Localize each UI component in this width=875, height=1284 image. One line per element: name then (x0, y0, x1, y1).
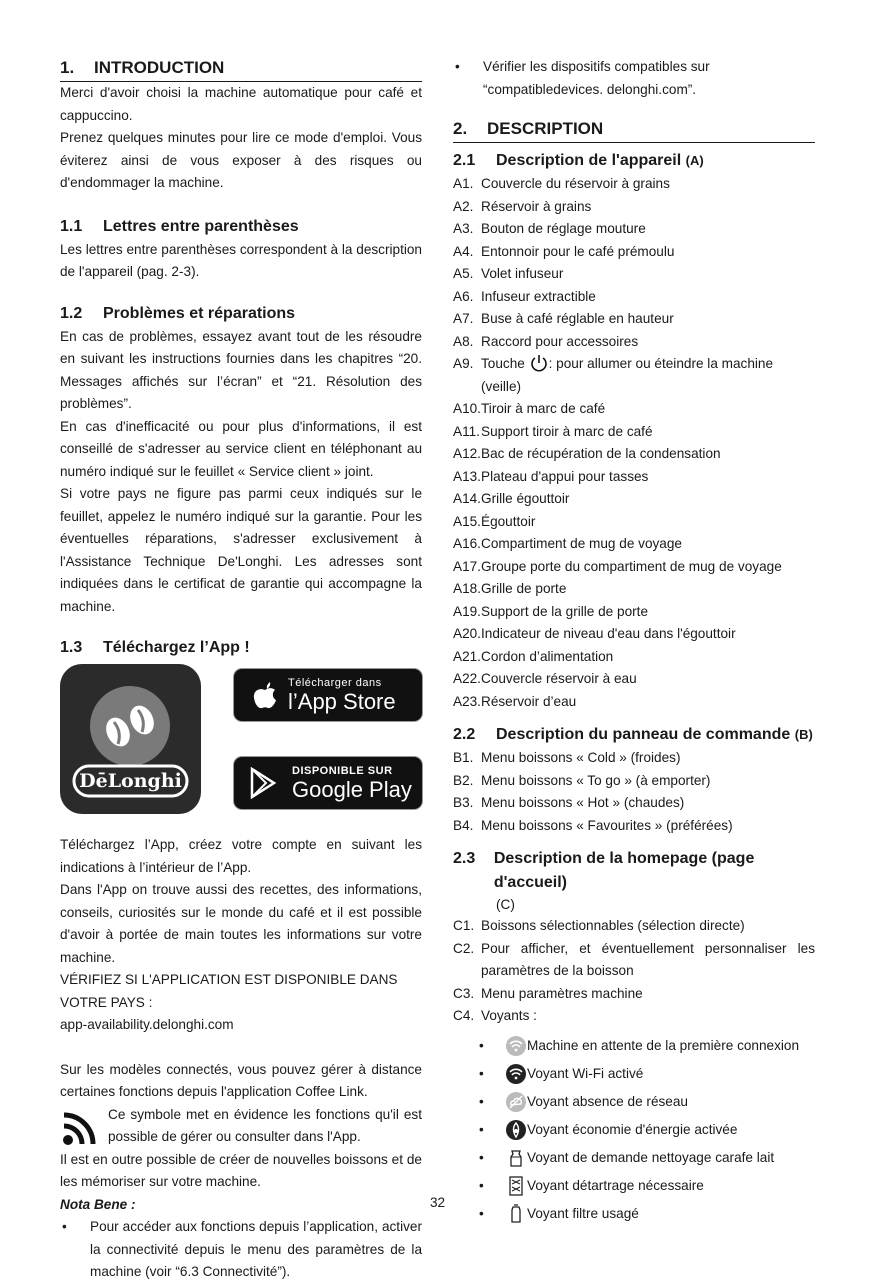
list-item (453, 691, 815, 714)
list-item (453, 938, 815, 983)
item-code: C4. (453, 1008, 475, 1023)
item-text: Compartiment de mug de voyage (481, 536, 682, 551)
nota-bene-label: Nota Bene : (60, 1196, 136, 1212)
app-store-badge[interactable] (233, 668, 423, 722)
item-text: Infuseur extractible (481, 288, 596, 304)
bullet-dot: • (479, 1121, 484, 1137)
subsection-tag: (B) (794, 727, 813, 742)
item-text: Voyants : (481, 1008, 537, 1023)
bullet-dot: • (479, 1205, 484, 1221)
subsection-title: Téléchargez l’App ! (103, 639, 250, 656)
section-number: 1. (60, 58, 75, 77)
bullet-dot: • (479, 1149, 484, 1165)
a9-text-pre: Touche (481, 356, 525, 371)
intro-paragraph-2: Prenez quelques minutes pour lire ce mode d'emploi. Vous éviterez ainsi de vous exposer à des risques ou d'endommager la machine. (60, 130, 422, 190)
item-code: A14. (453, 491, 481, 506)
control-panel-list (453, 747, 815, 837)
item-code: A16. (453, 536, 481, 551)
bullet-dot: • (479, 1037, 484, 1053)
section-title: DESCRIPTION (487, 119, 604, 138)
s12-paragraph-2: En cas d'inefficacité ou pour plus d'informations, il est conseillé de s'adresser au service client en téléphonant au numéro indiqué sur le feuillet « Service client » joint. (60, 418, 422, 479)
list-item (453, 770, 815, 793)
s13-paragraph-2: Dans l'App on trouve aussi des recettes, des informations, conseils, curiosités sur le monde du café et il est possible d'avoir à portée de main toutes les informations sur votre machine. (60, 882, 422, 965)
section-title: INTRODUCTION (94, 58, 225, 77)
app-store-line-1: Télécharger dans (288, 676, 382, 689)
item-text: Réservoir d’eau (481, 693, 577, 709)
list-item (453, 556, 815, 579)
subsection-title: Description de l'appareil (496, 152, 682, 169)
item-code: C1. (453, 918, 475, 933)
status-indicator-item (453, 1088, 815, 1116)
bullet-dot: • (479, 1065, 484, 1081)
subsection-title: Description du panneau de commande (496, 726, 791, 743)
item-code: C3. (453, 985, 475, 1001)
item-text: Volet infuseur (481, 266, 564, 281)
item-text: Support tiroir à marc de café (481, 423, 653, 439)
compatible-devices-bullet (453, 56, 815, 101)
list-item (453, 668, 815, 691)
item-text: Boissons sélectionnables (sélection directe) (481, 918, 745, 933)
s13-paragraph-1: Téléchargez l’App, créez votre compte en suivant les indications à l’intérieur de l’App. (60, 837, 422, 875)
appliance-parts-list (453, 173, 815, 353)
bullet-text: Vérifier les dispositifs compatibles sur “compatibledevices. delonghi.com”. (483, 59, 710, 97)
item-code: B2. (453, 772, 474, 788)
subsection-1-1-heading (60, 215, 422, 239)
item-text: Pour afficher, et éventuellement personnaliser les paramètres de la boisson (481, 940, 815, 978)
item-text: Bac de récupération de la condensation (481, 446, 721, 461)
google-play-badge[interactable] (233, 756, 423, 810)
list-item (453, 1005, 815, 1028)
list-item (453, 623, 815, 646)
item-code: A20. (453, 626, 481, 641)
list-item (453, 747, 815, 770)
subsection-title-wrap (496, 149, 704, 173)
list-item (453, 443, 815, 466)
list-item (453, 601, 815, 624)
list-item (453, 308, 815, 331)
item-text: Raccord pour accessoires (481, 333, 639, 349)
subsection-title: Lettres entre parenthèses (103, 217, 299, 235)
list-item (453, 398, 815, 421)
subsection-1-3-heading (60, 636, 422, 660)
bullet-dot: • (455, 59, 460, 74)
list-item (453, 983, 815, 1006)
subsection-2-3-heading (453, 847, 815, 895)
list-item (453, 263, 815, 286)
list-item (453, 353, 815, 398)
subsection-1-2-heading (60, 302, 422, 326)
item-code: A8. (453, 333, 474, 349)
app-store-line-2: l’App Store (288, 688, 396, 714)
item-text: Égouttoir (481, 513, 536, 529)
subsection-title: Problèmes et réparations (103, 304, 296, 322)
list-item (453, 331, 815, 354)
item-text: Menu boissons « Hot » (chaudes) (481, 795, 685, 810)
subsection-number: 2.1 (453, 152, 476, 169)
energy-saving-icon (505, 1119, 527, 1141)
subsection-number: 1.3 (60, 639, 83, 656)
app-download-area (60, 664, 422, 824)
connectivity-icon (60, 1104, 104, 1148)
item-code: A5. (453, 266, 474, 281)
item-code: A10. (453, 401, 481, 416)
play-store-icon (248, 767, 278, 799)
list-item (453, 792, 815, 815)
item-text: Menu boissons « Favourites » (préférées) (481, 817, 733, 833)
item-text: Bouton de réglage mouture (481, 221, 646, 236)
bullet-dot: • (62, 1219, 67, 1234)
section-number: 2. (453, 119, 468, 138)
list-item (453, 815, 815, 838)
list-item (453, 421, 815, 444)
s13-paragraph-5: Sur les modèles connectés, vous pouvez gérer à distance certaines fonctions depuis l'application Coffee Link. (60, 1061, 422, 1099)
subsection-number: 1.2 (60, 304, 83, 322)
item-text: Menu boissons « To go » (à emporter) (481, 772, 711, 788)
item-code: A11. (453, 423, 480, 439)
item-text: Grille de porte (481, 581, 567, 596)
a9-text-post: : pour allumer ou éteindre la machine (veille) (481, 356, 774, 394)
apple-icon (252, 680, 278, 710)
descaling-icon (505, 1175, 527, 1197)
item-code: B4. (453, 817, 474, 833)
item-text: Buse à café réglable en hauteur (481, 311, 674, 326)
intro-paragraph-1: Merci d'avoir choisi la machine automatique pour café et cappuccino. (60, 85, 422, 123)
status-text: Voyant Wi-Fi activé (527, 1065, 644, 1081)
app-availability-link[interactable]: app-availability.delonghi.com (60, 1017, 234, 1032)
right-column (453, 56, 815, 1228)
subsection-tag: (C) (496, 897, 515, 912)
subsection-tag: (A) (685, 153, 704, 168)
item-code: A1. (453, 176, 474, 191)
wifi-waiting-icon (505, 1035, 527, 1057)
item-text: Couvercle réservoir à eau (481, 671, 637, 686)
bullet-dot: • (479, 1177, 484, 1193)
subsection-number: 2.2 (453, 726, 476, 743)
list-item (453, 173, 815, 196)
item-code: A7. (453, 311, 474, 326)
s12-paragraph-1: En cas de problèmes, essayez avant tout de les résoudre en suivant les instructions fournies dans les chapitres “20. Messages affichés sur l’écran” et “21. Résolution des problèmes”. (60, 328, 422, 411)
page-number: 32 (429, 1195, 446, 1210)
item-code: A13. (453, 468, 481, 484)
status-text: Voyant économie d'énergie activée (527, 1121, 738, 1137)
item-text: Support de la grille de porte (481, 603, 649, 619)
item-text: Tiroir à marc de café (481, 401, 606, 416)
item-text: Indicateur de niveau d'eau dans l'égouttoir (481, 626, 736, 641)
item-code: B3. (453, 795, 474, 810)
item-code: A6. (453, 288, 474, 304)
left-column (60, 56, 422, 1284)
subsection-2-1-heading (453, 149, 815, 173)
delonghi-logo-text: DēLonghi (79, 770, 182, 792)
list-item (453, 466, 815, 489)
homepage-list (453, 915, 815, 1028)
item-text: Groupe porte du compartiment de mug de voyage (481, 558, 782, 574)
status-text: Voyant détartrage nécessaire (527, 1177, 704, 1193)
item-text: Menu boissons « Cold » (froides) (481, 750, 681, 765)
status-indicator-item (453, 1144, 815, 1172)
item-code: A17. (453, 558, 481, 574)
item-code: A12. (453, 446, 481, 461)
status-text: Voyant de demande nettoyage carafe lait (527, 1149, 775, 1165)
item-text: Couvercle du réservoir à grains (481, 176, 670, 191)
s13-paragraph-3: VÉRIFIEZ SI L'APPLICATION EST DISPONIBLE DANS VOTRE PAYS : (60, 972, 398, 1010)
list-item (453, 511, 815, 534)
subsection-title-wrap (496, 723, 813, 747)
google-play-line-2: Google Play (292, 776, 412, 802)
item-code: A21. (453, 648, 481, 664)
list-item (453, 488, 815, 511)
item-text: Entonnoir pour le café prémoulu (481, 243, 675, 259)
list-item (453, 286, 815, 309)
item-text: Cordon d’alimentation (481, 648, 614, 664)
appliance-part-a9 (453, 353, 815, 398)
section-description-heading (453, 117, 815, 143)
item-code: B1. (453, 750, 474, 765)
item-code: A9. (453, 356, 474, 371)
item-text: Grille égouttoir (481, 491, 570, 506)
bullet-text: Pour accéder aux fonctions depuis l’application, activer la connectivité depuis le menu des paramètres de la machine (voir “6.3 Connectivité”). (90, 1219, 422, 1279)
list-item (453, 241, 815, 264)
s11-paragraph: Les lettres entre parenthèses correspondent à la description de l'appareil (pag. 2-3). (60, 241, 422, 279)
item-code: C2. (453, 940, 475, 956)
status-text: Voyant filtre usagé (527, 1205, 639, 1221)
item-code: A23. (453, 693, 481, 709)
milk-carafe-icon (505, 1147, 527, 1169)
status-indicator-item (453, 1060, 815, 1088)
item-code: A22. (453, 671, 481, 686)
subsection-2-2-heading (453, 723, 815, 747)
no-network-icon (505, 1091, 527, 1113)
item-text: Réservoir à grains (481, 198, 592, 214)
section-introduction-heading (60, 56, 422, 82)
s13-paragraph-6: Ce symbole met en évidence les fonctions qu'il est possible de gérer ou consulter dans l'App. (108, 1106, 422, 1144)
subsection-title: Description de la homepage (page d'accueil) (493, 850, 755, 891)
item-code: A3. (453, 221, 474, 236)
power-icon (529, 353, 549, 373)
item-code: A4. (453, 243, 474, 259)
subsection-number: 1.1 (60, 217, 83, 235)
wifi-active-icon (505, 1063, 527, 1085)
list-item (453, 646, 815, 669)
item-code: A15. (453, 513, 481, 529)
appliance-parts-list-2 (453, 398, 815, 713)
google-play-line-1: DISPONIBLE SUR (292, 764, 393, 777)
status-indicator-item (453, 1032, 815, 1060)
item-code: A18. (453, 581, 481, 596)
list-item (453, 218, 815, 241)
list-item (453, 915, 815, 938)
list-item (453, 533, 815, 556)
nota-bullet-1 (60, 1216, 422, 1284)
bullet-dot: • (479, 1093, 484, 1109)
delonghi-app-icon[interactable] (60, 664, 201, 814)
item-text: Menu paramètres machine (481, 985, 643, 1001)
item-code: A19. (453, 603, 481, 619)
subsection-number: 2.3 (453, 850, 476, 867)
item-code: A2. (453, 198, 474, 214)
status-text: Machine en attente de la première connexion (527, 1037, 800, 1053)
status-text: Voyant absence de réseau (527, 1093, 688, 1109)
status-indicator-item (453, 1116, 815, 1144)
s13-paragraph-7: Il est en outre possible de créer de nouvelles boissons et de les mémoriser sur votre machine. (60, 1151, 422, 1189)
s12-paragraph-3: Si votre pays ne figure pas parmi ceux indiqués sur le feuillet, appelez le numéro indiqué sur la garantie. Pour les éventuelles réparations, s'adresser exclusivement à l'Assistance Technique De'Longhi. Les adresses sont indiquées dans le certificat de garantie qui accompagne la machine. (60, 486, 422, 614)
item-text (481, 353, 815, 398)
list-item (453, 578, 815, 601)
item-text: Plateau d'appui pour tasses (481, 468, 649, 484)
app-symbol-note (60, 1104, 422, 1149)
list-item (453, 196, 815, 219)
